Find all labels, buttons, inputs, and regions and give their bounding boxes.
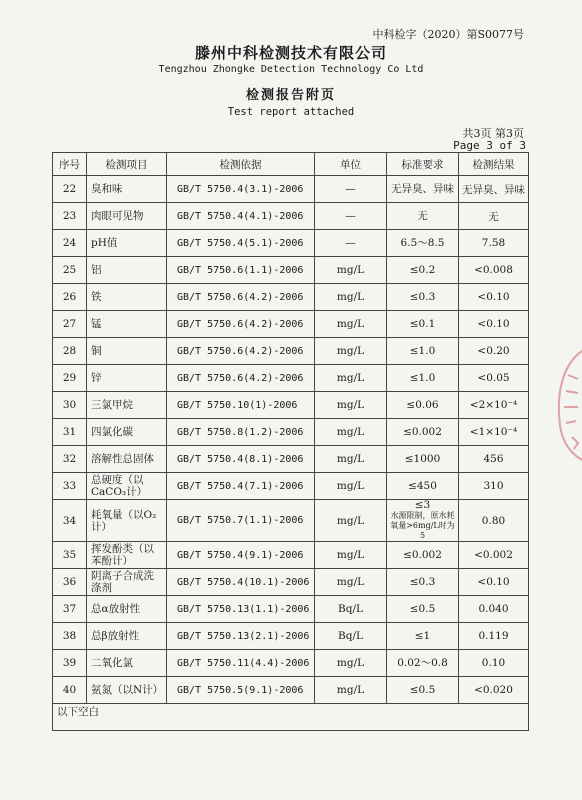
unit <box>315 257 387 284</box>
unit-text: — <box>345 237 356 249</box>
test-item <box>87 650 167 677</box>
test-result <box>459 596 529 623</box>
test-method-text: GB/T 5750.7(1.1)-2006 <box>177 515 304 526</box>
table-row <box>53 338 529 365</box>
standard-requirement <box>387 650 459 677</box>
test-method-text: GB/T 5750.4(7.1)-2006 <box>177 480 304 492</box>
unit-text: — <box>345 183 356 195</box>
row-number <box>53 230 87 257</box>
unit-text: Bq/L <box>338 603 363 615</box>
standard-requirement <box>387 500 459 542</box>
test-result <box>459 284 529 311</box>
test-result-text: <0.020 <box>474 684 513 696</box>
standard-requirement <box>387 473 459 500</box>
standard-requirement <box>387 311 459 338</box>
test-method-text: GB/T 5750.8(1.2)-2006 <box>177 426 304 438</box>
row-number-text: 32 <box>62 453 77 465</box>
test-method-text: GB/T 5750.13(2.1)-2006 <box>177 630 310 642</box>
row-number <box>53 596 87 623</box>
table-row <box>53 650 529 677</box>
unit-text: mg/L <box>336 514 365 527</box>
test-result <box>459 338 529 365</box>
test-item-text: 耗氧量（以O₂计） <box>91 508 157 533</box>
unit-text: mg/L <box>336 318 365 330</box>
test-item-text: 总β放射性 <box>91 630 140 642</box>
test-item <box>87 446 167 473</box>
test-item-text: 氨氮（以N计） <box>91 684 164 696</box>
standard-requirement-text: 6.5～8.5 <box>400 236 445 249</box>
unit <box>315 623 387 650</box>
test-item-text: 锌 <box>91 372 102 384</box>
table-row <box>53 392 529 419</box>
unit <box>315 500 387 542</box>
row-number-text: 37 <box>62 603 77 615</box>
test-result-text: <0.05 <box>477 372 510 384</box>
unit-text: mg/L <box>336 657 365 669</box>
test-method <box>167 500 315 542</box>
row-number-text: 36 <box>62 576 77 588</box>
test-item-text: 溶解性总固体 <box>91 453 154 465</box>
test-item <box>87 596 167 623</box>
report-title-en: Test report attached <box>227 106 355 118</box>
row-number <box>53 473 87 500</box>
test-method <box>167 650 315 677</box>
test-method <box>167 284 315 311</box>
standard-requirement-text: ≤0.3 <box>409 575 436 588</box>
row-number <box>53 623 87 650</box>
test-result <box>459 392 529 419</box>
row-number-text: 27 <box>62 318 77 330</box>
test-result-text: <1×10⁻⁴ <box>469 426 518 438</box>
row-number-text: 23 <box>62 210 77 222</box>
table-row <box>53 623 529 650</box>
test-result-text: <0.10 <box>477 576 510 588</box>
test-method-text: GB/T 5750.4(5.1)-2006 <box>177 237 304 249</box>
row-number <box>53 257 87 284</box>
test-result-text: 0.040 <box>478 603 509 615</box>
unit-text: mg/L <box>336 399 365 411</box>
test-item <box>87 473 167 500</box>
standard-requirement-text: ≤0.002 <box>403 425 442 438</box>
table-row <box>53 365 529 392</box>
column-header: 标准要求 <box>387 153 459 176</box>
unit <box>315 365 387 392</box>
test-result <box>459 569 529 596</box>
test-method-text: GB/T 5750.6(4.2)-2006 <box>177 345 304 357</box>
table-row <box>53 419 529 446</box>
table-row <box>53 473 529 500</box>
test-method <box>167 365 315 392</box>
test-item-text: 锰 <box>91 318 102 330</box>
standard-requirement <box>387 569 459 596</box>
column-header: 检测结果 <box>459 153 529 176</box>
unit <box>315 650 387 677</box>
table-row <box>53 569 529 596</box>
row-number <box>53 176 87 203</box>
test-result-text: <0.10 <box>477 291 510 303</box>
standard-requirement <box>387 338 459 365</box>
test-result <box>459 500 529 542</box>
standard-requirement-text: ≤0.06 <box>406 398 439 411</box>
seal-stamp <box>542 345 582 465</box>
test-item-text: 四氯化碳 <box>91 426 133 438</box>
row-number <box>53 419 87 446</box>
test-result <box>459 623 529 650</box>
standard-requirement-text: ≤0.3 <box>409 290 436 303</box>
row-number <box>53 500 87 542</box>
column-header: 检测依据 <box>167 153 315 176</box>
test-item-text: 总硬度（以CaCO₃计） <box>91 474 148 498</box>
row-number <box>53 284 87 311</box>
test-method-text: GB/T 5750.4(9.1)-2006 <box>177 549 304 561</box>
column-header: 序号 <box>53 153 87 176</box>
company-name-cn: 滕州中科检测技术有限公司 <box>194 44 387 62</box>
unit-text: mg/L <box>336 291 365 303</box>
requirement-note: 水源限制，原水耗氧量>6mg/L时为5 <box>390 511 455 540</box>
standard-requirement-text: ≤1.0 <box>409 371 436 384</box>
unit <box>315 569 387 596</box>
test-item-text: 二氧化氯 <box>91 657 133 669</box>
unit-text: mg/L <box>336 345 365 357</box>
test-method <box>167 473 315 500</box>
standard-requirement-text: ≤450 <box>408 479 437 492</box>
test-result-text: <2×10⁻⁴ <box>469 399 518 411</box>
test-result-text: 0.80 <box>481 514 506 527</box>
standard-requirement <box>387 203 459 230</box>
test-results-table <box>52 152 529 731</box>
row-number-text: 30 <box>62 399 77 411</box>
standard-requirement <box>387 419 459 446</box>
standard-requirement <box>387 542 459 569</box>
row-number-text: 28 <box>62 345 77 357</box>
unit-text: mg/L <box>336 576 365 588</box>
test-result <box>459 542 529 569</box>
test-result-text: <0.008 <box>474 264 513 276</box>
test-result-text: 0.10 <box>481 657 506 669</box>
row-number-text: 40 <box>62 684 77 696</box>
table-row <box>53 203 529 230</box>
test-result <box>459 365 529 392</box>
test-item <box>87 623 167 650</box>
test-result <box>459 176 529 203</box>
test-method <box>167 569 315 596</box>
row-number-text: 22 <box>62 183 77 195</box>
test-method-text: GB/T 5750.6(4.2)-2006 <box>177 372 304 384</box>
row-number-text: 39 <box>62 657 77 669</box>
unit-text: mg/L <box>336 480 365 492</box>
test-item <box>87 338 167 365</box>
page-indicator-en: Page 3 of 3 <box>453 139 526 152</box>
test-result-text: 456 <box>483 453 504 465</box>
test-item-text: 阴离子合成洗涤剂 <box>91 570 154 594</box>
standard-requirement-text: ≤0.5 <box>409 683 436 696</box>
test-item <box>87 311 167 338</box>
row-number-text: 31 <box>62 426 77 438</box>
test-method <box>167 257 315 284</box>
row-number-text: 38 <box>62 630 77 642</box>
standard-requirement <box>387 596 459 623</box>
test-result <box>459 311 529 338</box>
test-method <box>167 623 315 650</box>
table-body <box>53 176 529 731</box>
table-footer-row <box>53 704 529 731</box>
table-row <box>53 230 529 257</box>
test-method <box>167 230 315 257</box>
test-result-text: <0.10 <box>477 318 510 330</box>
blank-below-note: 以下空白 <box>53 704 529 731</box>
test-result-text: 无异臭、异味 <box>462 183 525 196</box>
test-method <box>167 419 315 446</box>
test-method <box>167 446 315 473</box>
standard-requirement-text: ≤0.2 <box>409 263 436 276</box>
test-method-text: GB/T 5750.13(1.1)-2006 <box>177 603 310 615</box>
test-item <box>87 365 167 392</box>
row-number <box>53 365 87 392</box>
unit <box>315 338 387 365</box>
standard-requirement-text: ≤1.0 <box>409 344 436 357</box>
standard-requirement-text: ≤0.1 <box>409 317 436 330</box>
test-item <box>87 677 167 704</box>
test-item <box>87 542 167 569</box>
test-result <box>459 446 529 473</box>
test-method <box>167 203 315 230</box>
row-number <box>53 542 87 569</box>
test-result-text: 310 <box>483 480 504 492</box>
standard-requirement <box>387 446 459 473</box>
unit-text: mg/L <box>336 549 365 561</box>
test-method-text: GB/T 5750.11(4.4)-2006 <box>177 657 310 669</box>
test-item <box>87 257 167 284</box>
test-method <box>167 176 315 203</box>
test-method-text: GB/T 5750.6(1.1)-2006 <box>177 264 304 276</box>
test-result <box>459 230 529 257</box>
unit-text: mg/L <box>336 684 365 696</box>
test-result <box>459 650 529 677</box>
row-number <box>53 677 87 704</box>
test-method <box>167 677 315 704</box>
row-number-text: 29 <box>62 372 77 384</box>
standard-requirement-text: 无异臭、异味 <box>391 182 454 195</box>
row-number-text: 35 <box>62 549 77 561</box>
test-item-text: 挥发酚类（以苯酚计） <box>91 543 154 567</box>
row-number <box>53 446 87 473</box>
test-item <box>87 569 167 596</box>
unit <box>315 284 387 311</box>
test-result-text: 0.119 <box>478 630 509 642</box>
standard-requirement <box>387 365 459 392</box>
test-result-text: <0.20 <box>477 345 510 357</box>
row-number-text: 34 <box>62 514 77 527</box>
test-item-text: 臭和味 <box>91 183 123 195</box>
unit <box>315 677 387 704</box>
row-number-text: 26 <box>62 291 77 303</box>
row-number-text: 25 <box>62 264 77 276</box>
table-row <box>53 446 529 473</box>
unit <box>315 176 387 203</box>
test-method-text: GB/T 5750.4(10.1)-2006 <box>177 576 310 588</box>
standard-requirement <box>387 392 459 419</box>
unit-text: mg/L <box>336 372 365 384</box>
test-item <box>87 419 167 446</box>
table-row <box>53 176 529 203</box>
test-item <box>87 500 167 542</box>
test-method <box>167 338 315 365</box>
unit <box>315 596 387 623</box>
test-item <box>87 284 167 311</box>
test-item-text: 铜 <box>91 345 102 357</box>
standard-requirement <box>387 623 459 650</box>
test-item <box>87 203 167 230</box>
standard-requirement <box>387 677 459 704</box>
test-method-text: GB/T 5750.6(4.2)-2006 <box>177 318 304 330</box>
unit-text: mg/L <box>336 426 365 438</box>
test-item <box>87 230 167 257</box>
table-row <box>53 500 529 542</box>
standard-requirement-text: ≤1000 <box>404 452 441 465</box>
unit <box>315 473 387 500</box>
unit-text: — <box>345 210 356 222</box>
test-item <box>87 176 167 203</box>
unit <box>315 392 387 419</box>
test-method-text: GB/T 5750.4(3.1)-2006 <box>177 183 304 195</box>
test-result-text: <0.002 <box>474 549 513 561</box>
test-method <box>167 542 315 569</box>
unit <box>315 311 387 338</box>
test-method-text: GB/T 5750.6(4.2)-2006 <box>177 291 304 303</box>
page-indicator-cn: 共3页 第3页 <box>462 127 524 140</box>
unit-text: Bq/L <box>338 630 363 642</box>
test-method-text: GB/T 5750.5(9.1)-2006 <box>177 684 304 696</box>
test-result <box>459 419 529 446</box>
test-item-text: 肉眼可见物 <box>91 210 144 222</box>
report-title-cn: 检测报告附页 <box>245 88 336 103</box>
test-item-text: 总α放射性 <box>91 603 141 615</box>
test-result-text: 7.58 <box>481 237 506 249</box>
table-row <box>53 596 529 623</box>
unit <box>315 203 387 230</box>
row-number <box>53 650 87 677</box>
standard-requirement-text: ≤1 <box>414 629 431 642</box>
table-header-row <box>53 153 529 176</box>
test-result <box>459 473 529 500</box>
unit <box>315 542 387 569</box>
test-method <box>167 311 315 338</box>
row-number <box>53 338 87 365</box>
test-result-text: 无 <box>488 210 499 223</box>
unit <box>315 230 387 257</box>
company-name-en: Tengzhou Zhongke Detection Technology Co Ltd <box>158 64 424 75</box>
test-item-text: 铝 <box>91 264 102 276</box>
column-header: 单位 <box>315 153 387 176</box>
table-row <box>53 284 529 311</box>
table-row <box>53 677 529 704</box>
row-number <box>53 569 87 596</box>
test-method-text: GB/T 5750.4(8.1)-2006 <box>177 453 304 465</box>
test-item-text: 铁 <box>91 291 102 303</box>
table-row <box>53 257 529 284</box>
unit <box>315 419 387 446</box>
standard-requirement-text: 无 <box>417 209 428 222</box>
test-result <box>459 203 529 230</box>
test-method <box>167 392 315 419</box>
test-method-text: GB/T 5750.4(4.1)-2006 <box>177 210 304 222</box>
column-header: 检测项目 <box>87 153 167 176</box>
unit-text: mg/L <box>336 264 365 276</box>
test-result <box>459 677 529 704</box>
test-item-text: 三氯甲烷 <box>91 399 133 411</box>
table-row <box>53 311 529 338</box>
test-method <box>167 596 315 623</box>
standard-requirement-text: ≤3 <box>414 499 431 511</box>
test-item-text: pH值 <box>91 237 118 249</box>
test-result <box>459 257 529 284</box>
row-number <box>53 203 87 230</box>
row-number <box>53 392 87 419</box>
standard-requirement-text: 0.02～0.8 <box>397 656 448 669</box>
table-row <box>53 542 529 569</box>
row-number-text: 24 <box>62 237 77 249</box>
standard-requirement-text: ≤0.002 <box>403 548 442 561</box>
standard-requirement <box>387 284 459 311</box>
standard-requirement <box>387 176 459 203</box>
test-item <box>87 392 167 419</box>
test-method-text: GB/T 5750.10(1)-2006 <box>177 399 298 411</box>
unit-text: mg/L <box>336 453 365 465</box>
document-number: 中科检字（2020）第S0077号 <box>372 28 524 41</box>
standard-requirement <box>387 230 459 257</box>
row-number <box>53 311 87 338</box>
unit <box>315 446 387 473</box>
standard-requirement <box>387 257 459 284</box>
row-number-text: 33 <box>62 480 77 492</box>
standard-requirement-text: ≤0.5 <box>409 602 436 615</box>
